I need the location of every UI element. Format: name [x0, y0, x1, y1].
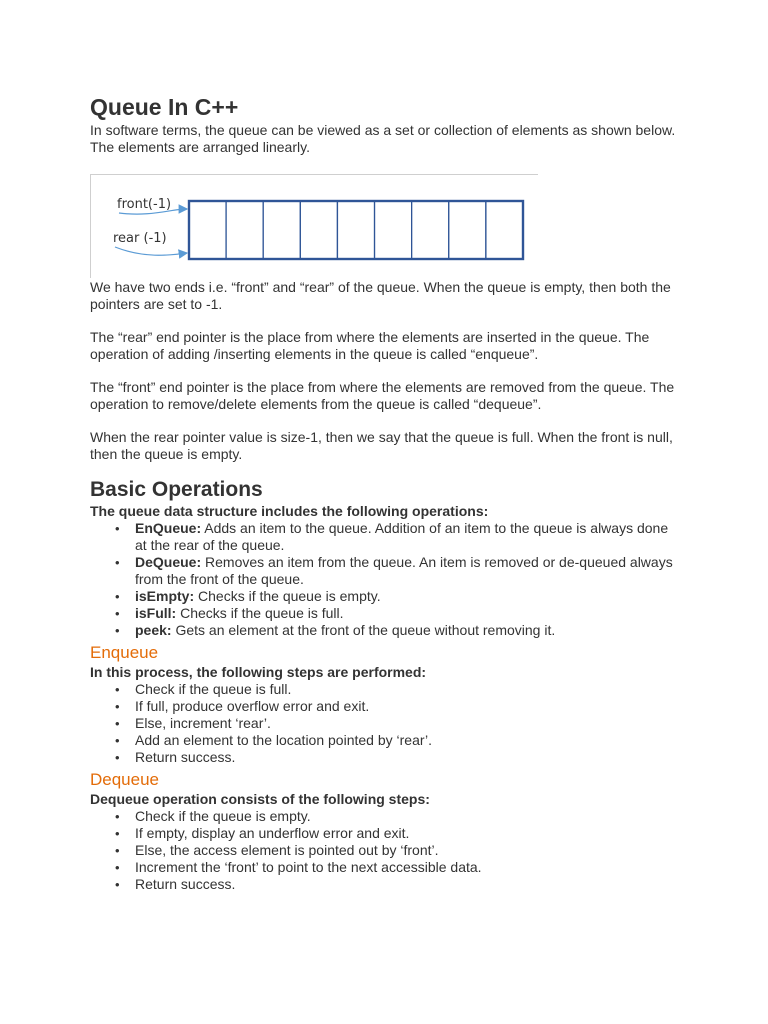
queue-diagram [90, 174, 538, 278]
basic-operations-heading: Basic Operations [90, 478, 263, 501]
paragraph-full-empty: When the rear pointer value is size-1, then we say that the queue is full. When the front is null, then the queue is empty. [90, 429, 673, 462]
list-item: • DeQueue: Removes an item from the queue. An item is removed or de-queued always from the front of the queue. [135, 554, 680, 588]
dequeue-heading: Dequeue [90, 770, 160, 789]
rear-label: rear (-1) [113, 231, 167, 246]
queue-diagram-svg [91, 175, 539, 279]
intro-paragraph: In software terms, the queue can be viewed as a set or collection of elements as shown below. The elements are arranged linearly. [90, 122, 676, 155]
list-item: • isFull: Checks if the queue is full. [135, 605, 680, 622]
list-item: • Add an element to the location pointed by ‘rear’. [135, 732, 680, 749]
list-item: • If empty, display an underflow error and exit. [135, 825, 680, 842]
list-item: • Else, increment ‘rear’. [135, 715, 680, 732]
queue-cell [300, 201, 337, 259]
queue-cell [486, 201, 523, 259]
front-label: front(-1) [117, 197, 172, 212]
paragraph-front: The “front” end pointer is the place from where the elements are removed from the queue. The operation to remove/delete elements from the queue is called “dequeue”. [90, 379, 675, 412]
queue-cell [226, 201, 263, 259]
operations-list [90, 520, 680, 639]
queue-cell [449, 201, 486, 259]
list-item: • Return success. [135, 876, 680, 893]
page-title: Queue In C++ [90, 94, 239, 120]
paragraph-ends: We have two ends i.e. “front” and “rear” of the queue. When the queue is empty, then both the pointers are set to -1. [90, 279, 671, 312]
dequeue-steps-list [90, 808, 680, 893]
list-item: • Check if the queue is empty. [135, 808, 680, 825]
queue-cell [375, 201, 412, 259]
enqueue-steps-list [90, 681, 680, 766]
list-item: • Check if the queue is full. [135, 681, 680, 698]
list-item: • EnQueue: Adds an item to the queue. Addition of an item to the queue is always done at the rear of the queue. [135, 520, 680, 554]
queue-cell [263, 201, 300, 259]
queue-cells [189, 201, 523, 259]
paragraph-rear: The “rear” end pointer is the place from where the elements are inserted in the queue. The operation of adding /inserting elements in the queue is called “enqueue”. [90, 329, 650, 362]
queue-cell [189, 201, 226, 259]
list-item: • If full, produce overflow error and exit. [135, 698, 680, 715]
list-item: • Return success. [135, 749, 680, 766]
basic-operations-lead: The queue data structure includes the following operations: [90, 503, 489, 519]
enqueue-lead: In this process, the following steps are performed: [90, 664, 427, 680]
queue-cell [337, 201, 374, 259]
rear-arrow [115, 247, 187, 255]
list-item: • Else, the access element is pointed out by ‘front’. [135, 842, 680, 859]
list-item: • Increment the ‘front’ to point to the next accessible data. [135, 859, 680, 876]
queue-cell [412, 201, 449, 259]
document-page [90, 92, 680, 893]
dequeue-lead: Dequeue operation consists of the following steps: [90, 791, 430, 807]
list-item: • peek: Gets an element at the front of the queue without removing it. [135, 622, 680, 639]
list-item: • isEmpty: Checks if the queue is empty. [135, 588, 680, 605]
enqueue-heading: Enqueue [90, 643, 159, 662]
